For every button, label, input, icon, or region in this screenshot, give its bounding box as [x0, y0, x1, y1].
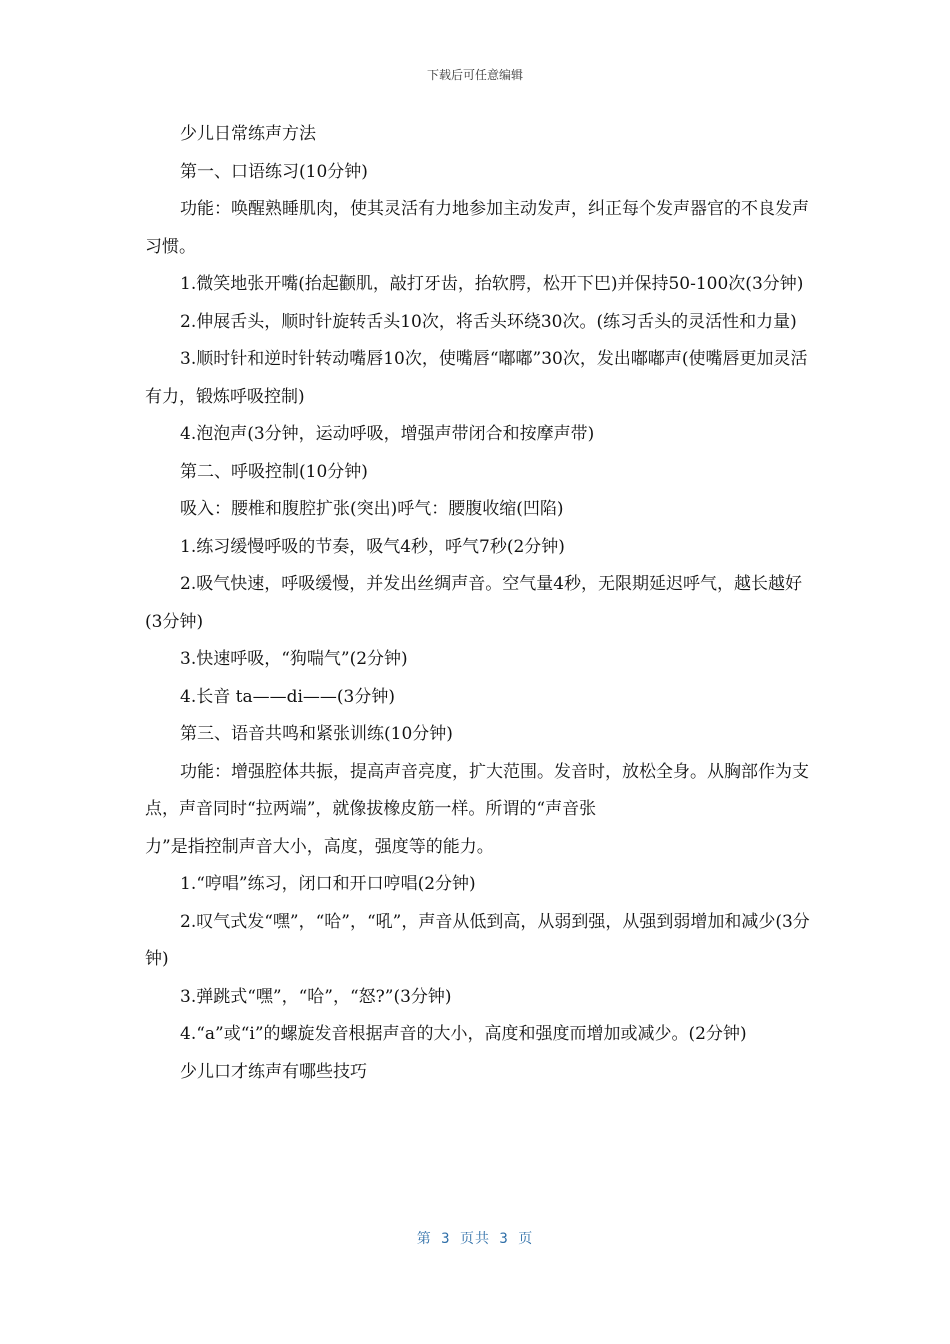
list-item: 2.伸展舌头，顺时针旋转舌头10次，将舌头环绕30次。(练习舌头的灵活性和力量) [180, 311, 797, 332]
paragraph: 功能：增强腔体共振，提高声音亮度，扩大范围。发音时，放松全身。从胸部作为支点，声音同时“拉两端”，就像拔橡皮筋一样。所谓的“声音张 [145, 761, 809, 819]
list-item: 4.“a”或“i”的螺旋发音根据声音的大小，高度和强度而增加或减少。(2分钟) [180, 1024, 747, 1044]
paragraph-continued: 力”是指控制声音大小，高度，强度等的能力。 [145, 836, 494, 857]
list-item: 4.泡泡声(3分钟，运动呼吸，增强声带闭合和按摩声带) [180, 424, 595, 444]
list-item: 2.吸气快速，呼吸缓慢，并发出丝绸声音。空气量4秒，无限期延迟呼气，越长越好 (3分钟) [145, 574, 803, 632]
list-item: 2.叹气式发“嘿”，“哈”，“吼”，声音从低到高，从弱到强，从强到弱增加和减少(3分钟) [145, 911, 810, 969]
list-item: 1.微笑地张开嘴(抬起颧肌，敲打牙齿，抬软腭，松开下巴)并保持50-100次(3分钟) [180, 274, 804, 294]
list-item: 3.弹跳式“嘿”，“哈”，“怒?”(3分钟) [180, 986, 452, 1007]
paragraph: 吸入：腰椎和腹腔扩张(突出)呼气：腰腹收缩(凹陷) [180, 499, 564, 519]
list-item: 1.练习缓慢呼吸的节奏，吸气4秒，呼气7秒(2分钟) [180, 536, 565, 557]
section-heading: 第三、语音共鸣和紧张训练(10分钟) [180, 724, 453, 744]
section-heading: 第二、呼吸控制(10分钟) [180, 461, 368, 482]
document-body [145, 116, 810, 1091]
section-title: 少儿口才练声有哪些技巧 [180, 1061, 367, 1082]
page-header: 下载后可任意编辑 [426, 68, 523, 82]
list-item: 3.顺时针和逆时针转动嘴唇10次，使嘴唇“嘟嘟”30次，发出嘟嘟声(使嘴唇更加灵活有力，锻炼呼吸控制) [145, 349, 808, 407]
list-item: 1.“哼唱”练习，闭口和开口哼唱(2分钟) [180, 874, 476, 894]
page-footer: 第 3 页共 3 页 [416, 1231, 534, 1247]
list-item: 4.长音 ta——di——(3分钟) [180, 686, 395, 707]
section-title: 少儿日常练声方法 [180, 124, 316, 144]
paragraph: 功能：唤醒熟睡肌肉，使其灵活有力地参加主动发声，纠正每个发声器官的不良发声习惯。 [145, 199, 809, 257]
section-heading: 第一、口语练习(10分钟) [180, 161, 368, 182]
list-item: 3.快速呼吸，“狗喘气”(2分钟) [180, 649, 408, 669]
